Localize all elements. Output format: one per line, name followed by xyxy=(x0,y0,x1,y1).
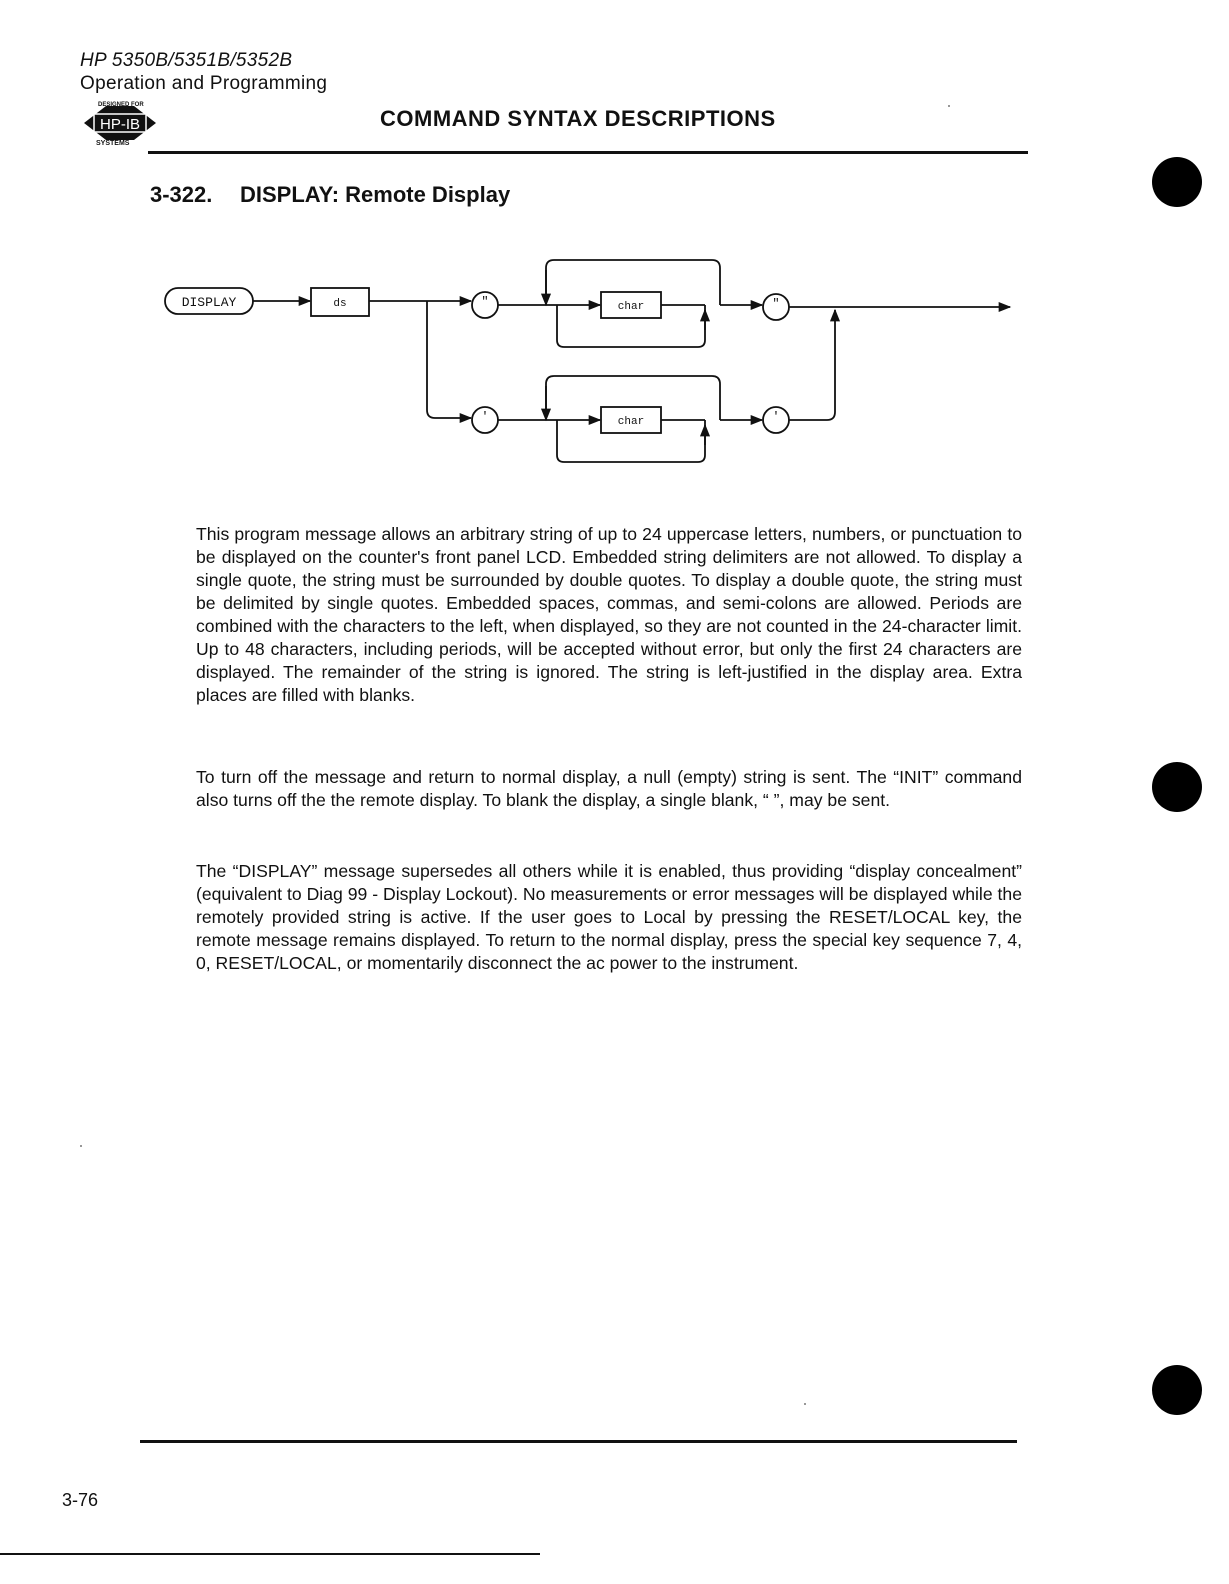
header-rule xyxy=(148,151,1028,154)
heading-number: 3-322. xyxy=(150,182,213,207)
manual-section: Operation and Programming xyxy=(80,73,328,94)
diagram-char-label-lower: char xyxy=(617,416,645,428)
syntax-diagram xyxy=(150,250,1030,480)
paragraph-concealment: The “DISPLAY” message supersedes all others while it is enabled, thus providing “display concealment” (equivalent to Diag 99 - Display Lockout). No measurements or error messages will be displayed while the remotely provided string is active. If the user goes to Local by pressing the RESET/LOCAL key, the remote message remains displayed. To return to the normal display, press the special key sequence 7, 4, 0, RESET/LOCAL, or momentarily disconnect the ac power to the instrument. xyxy=(196,861,1022,973)
binder-hole-middle xyxy=(1152,762,1202,812)
scan-speck xyxy=(80,1145,82,1147)
logo-main-text: HP-IB xyxy=(99,116,141,133)
page-edge-rule xyxy=(0,1553,540,1555)
binder-hole-top xyxy=(1152,157,1202,207)
diagram-ds-label: ds xyxy=(333,298,347,310)
diagram-close-double-quote: " xyxy=(772,297,780,311)
logo-bottom-text: SYSTEMS xyxy=(96,140,130,146)
paragraph-heading xyxy=(150,182,510,208)
scan-speck xyxy=(804,1403,806,1405)
diagram-close-single-quote: ' xyxy=(772,410,780,424)
hpib-logo xyxy=(80,100,160,146)
section-title: COMMAND SYNTAX DESCRIPTIONS xyxy=(380,106,776,131)
diagram-open-single-quote: ' xyxy=(481,410,489,424)
diagram-open-double-quote: " xyxy=(481,295,489,309)
footer-rule xyxy=(140,1440,1017,1443)
paragraph-description: This program message allows an arbitrary string of up to 24 uppercase letters, numbers, or punctuation to be displayed on the counter's front panel LCD. Embedded string delimiters are not allowed. To display a single quote, the string must be surrounded by double quotes. To display a double quote, the string must be delimited by single quotes. Embedded spaces, commas, and semi-colons are allowed. Periods are combined with the characters to the left, when displayed, so they are not counted in the 24-character limit. Up to 48 characters, including periods, will be accepted without error, but only the first 24 characters are displayed. The remainder of the string is ignored. The string is left-justified in the display area. Extra places are filled with blanks. xyxy=(196,524,1022,705)
binder-hole-bottom xyxy=(1152,1365,1202,1415)
paragraph-turn-off: To turn off the message and return to normal display, a null (empty) string is sent. The “INIT” command also turns off the the remote display. To blank the display, a single blank, “ ”, may be sent. xyxy=(196,767,1022,810)
logo-top-text: DESIGNED FOR xyxy=(98,102,144,108)
manual-model: HP 5350B/5351B/5352B xyxy=(80,50,293,71)
diagram-char-label-upper: char xyxy=(617,301,645,313)
heading-title: DISPLAY: Remote Display xyxy=(240,182,511,207)
diagram-start-label: DISPLAY xyxy=(181,295,237,310)
page-number: 3-76 xyxy=(62,1490,99,1510)
scan-speck xyxy=(948,105,950,107)
